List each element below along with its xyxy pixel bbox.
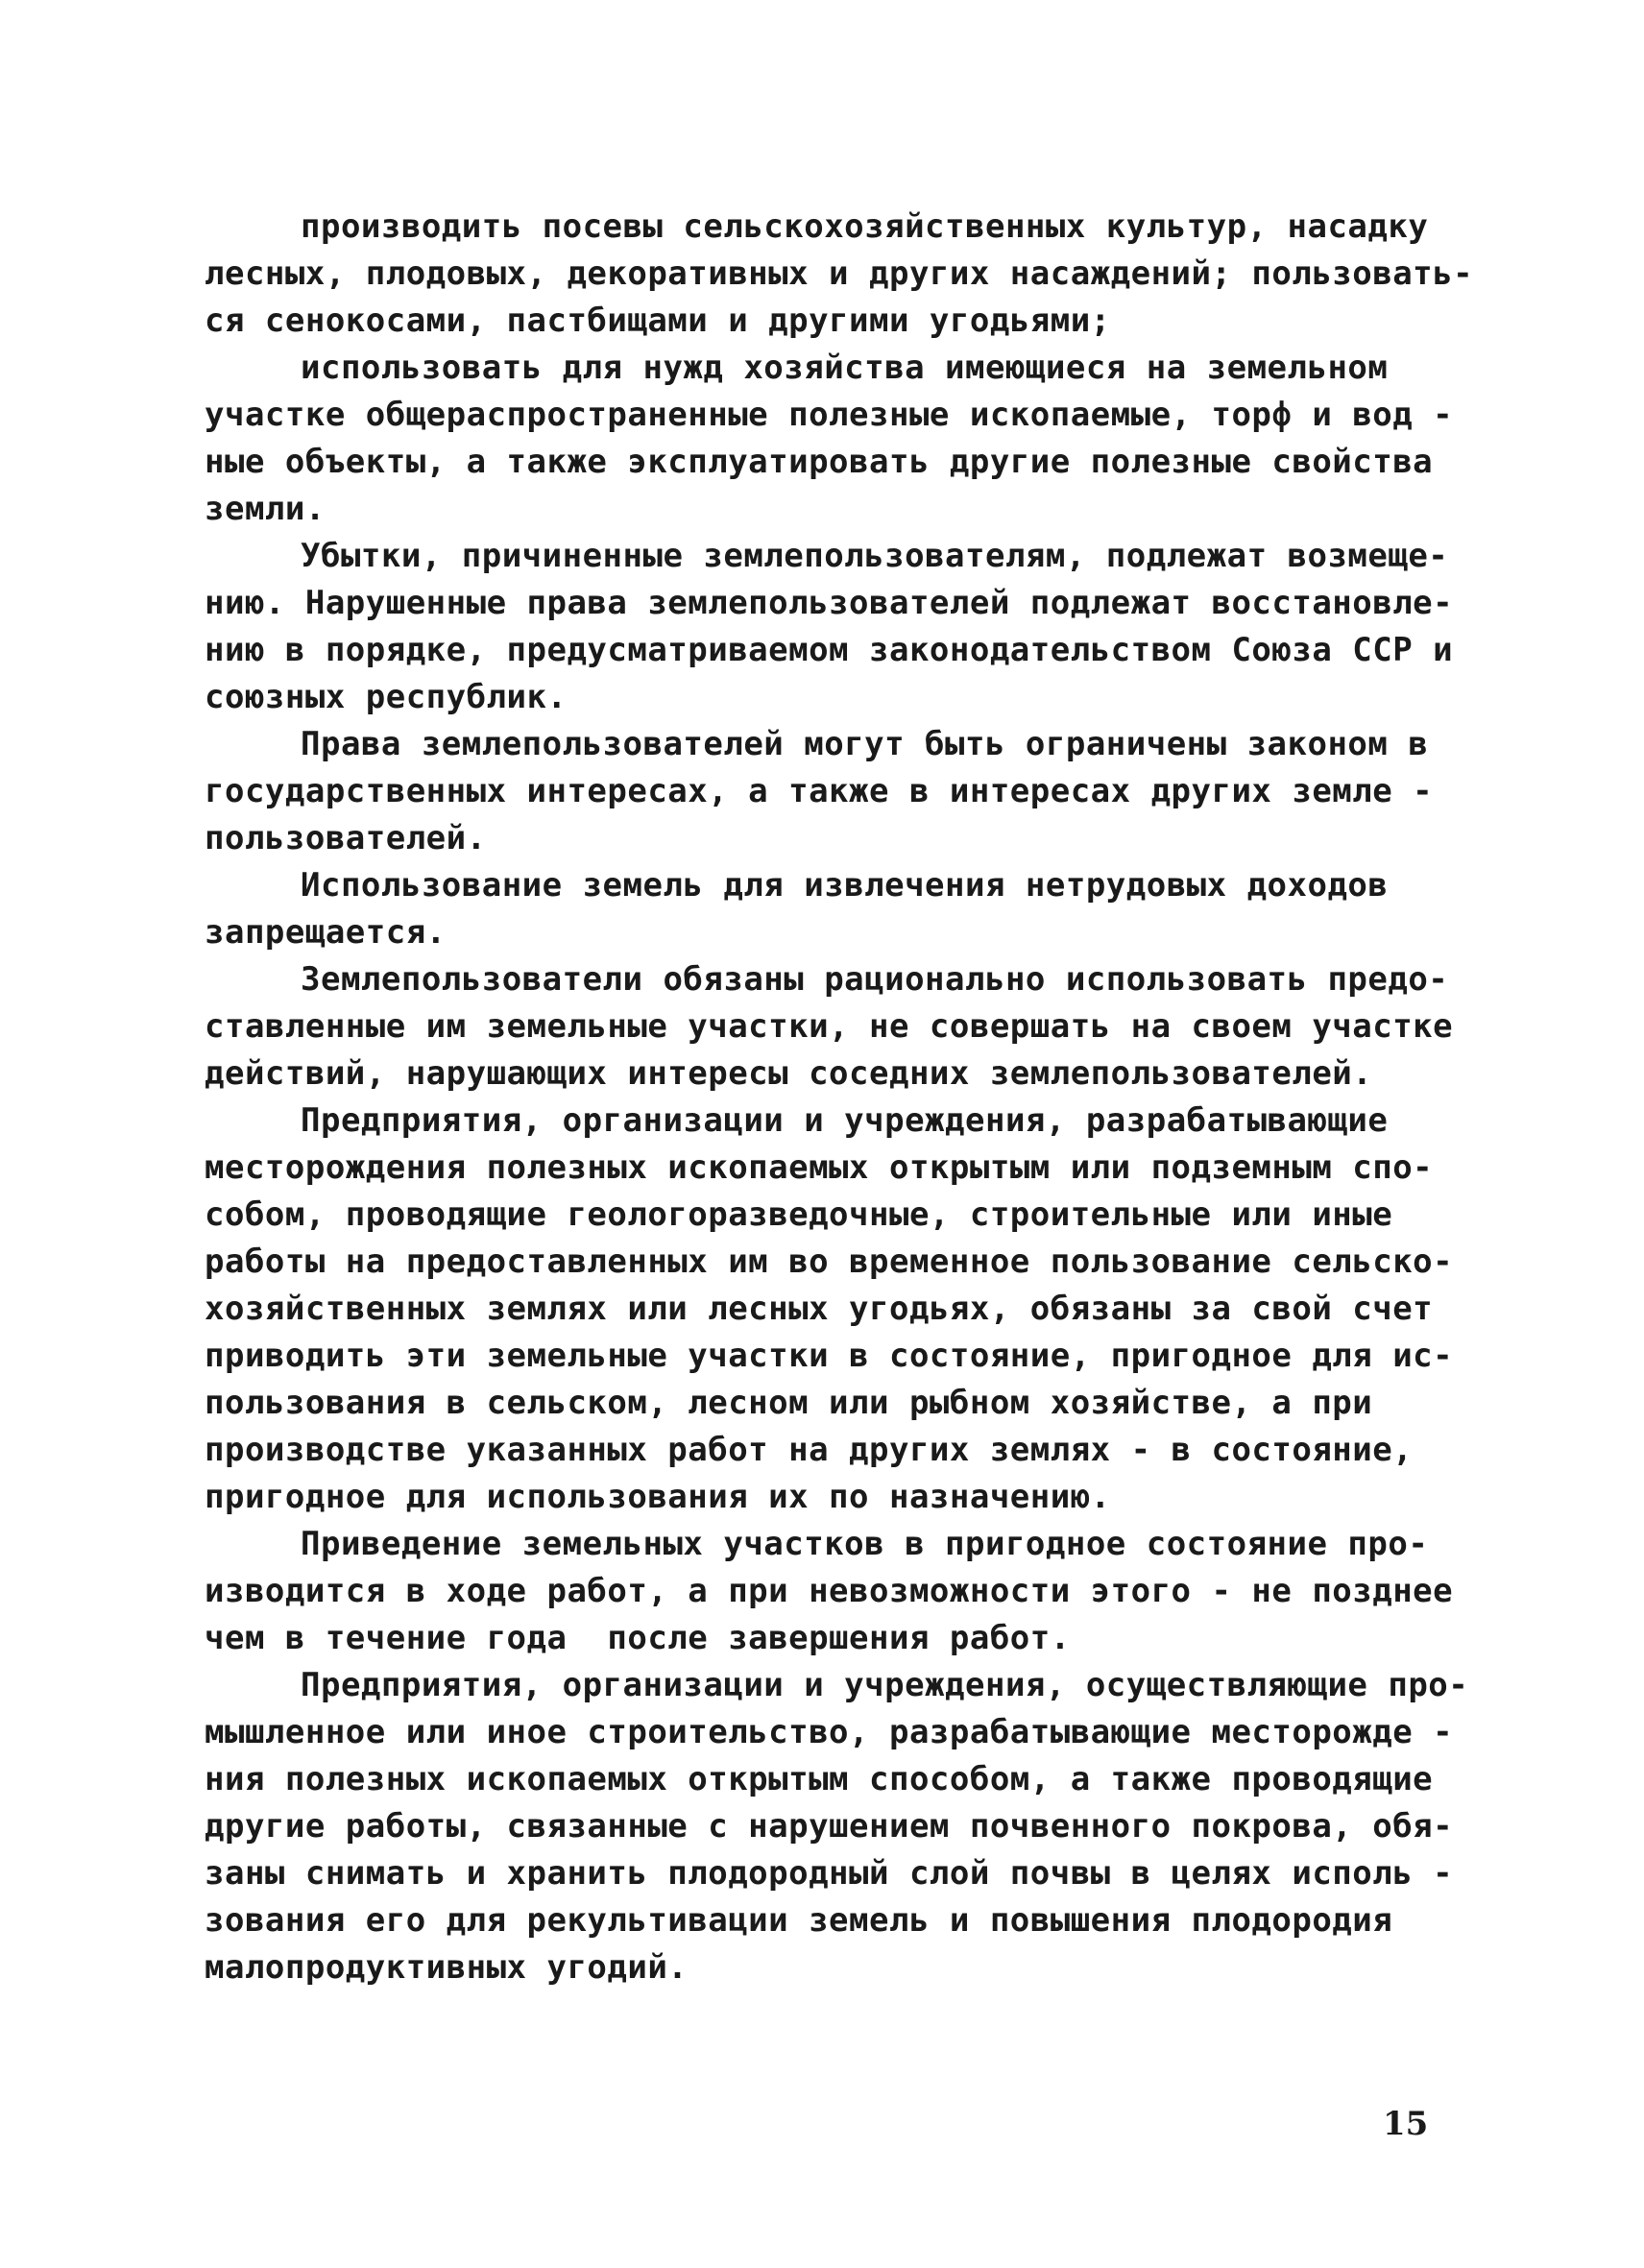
text-line: Землепользователи обязаны рационально использовать предо- xyxy=(301,960,1449,999)
text-line: заны снимать и хранить плодородный слой почвы в целях исполь - xyxy=(205,1854,1454,1893)
text-line: зования его для рекультивации земель и повышения плодородия xyxy=(205,1901,1393,1940)
text-line: участке общераспространенные полезные ископаемые, торф и вод - xyxy=(205,396,1454,434)
text-line: использовать для нужд хозяйства имеющиеся на земельном xyxy=(301,349,1389,387)
text-line: союзных республик. xyxy=(205,678,568,716)
text-line: лесных, плодовых, декоративных и других насаждений; пользовать- xyxy=(205,254,1474,293)
text-line: нию. Нарушенные права землепользователей подлежат восстановле- xyxy=(205,584,1454,622)
text-line: государственных интересах, а также в интересах других земле - xyxy=(205,772,1434,810)
text-line: нию в порядке, предусматриваемом законодательством Союза ССР и xyxy=(205,631,1454,669)
text-line: пользования в сельском, лесном или рыбном хозяйстве, а при xyxy=(205,1384,1373,1422)
text-line: ся сенокосами, пастбищами и другими угодьями; xyxy=(205,302,1111,340)
text-line: ные объекты, а также эксплуатировать другие полезные свойства xyxy=(205,443,1434,481)
body-text xyxy=(205,204,1474,1991)
text-line: Использование земель для извлечения нетрудовых доходов xyxy=(301,866,1389,905)
page-number: 15 xyxy=(1383,2105,1429,2143)
text-line: Предприятия, организации и учреждения, разрабатывающие xyxy=(301,1101,1389,1140)
text-line: малопродуктивных угодий. xyxy=(205,1948,689,1987)
text-line: действий, нарушающих интересы соседних землепользователей. xyxy=(205,1054,1373,1093)
text-line: производить посевы сельскохозяйственных культур, насадку xyxy=(301,207,1429,246)
text-line: пользователей. xyxy=(205,819,487,857)
text-line: приводить эти земельные участки в состояние, пригодное для ис- xyxy=(205,1337,1454,1375)
text-line: Убытки, причиненные землепользователям, подлежат возмеще- xyxy=(301,537,1449,575)
text-line: Предприятия, организации и учреждения, осуществляющие про- xyxy=(301,1666,1469,1704)
text-line: изводится в ходе работ, а при невозможности этого - не позднее xyxy=(205,1572,1454,1610)
text-line: другие работы, связанные с нарушением почвенного покрова, обя- xyxy=(205,1807,1454,1846)
text-line: хозяйственных землях или лесных угодьях, обязаны за свой счет xyxy=(205,1290,1434,1328)
text-line: Приведение земельных участков в пригодное состояние про- xyxy=(301,1525,1429,1563)
text-line: ния полезных ископаемых открытым способом, а также проводящие xyxy=(205,1760,1434,1798)
text-line: земли. xyxy=(205,490,326,528)
text-line: чем в течение года после завершения работ. xyxy=(205,1619,1071,1657)
text-line: пригодное для использования их по назначению. xyxy=(205,1478,1111,1516)
text-line: месторождения полезных ископаемых открытым или подземным спо- xyxy=(205,1148,1434,1187)
text-line: Права землепользователей могут быть ограничены законом в xyxy=(301,725,1429,763)
text-line: ставленные им земельные участки, не совершать на своем участке xyxy=(205,1007,1454,1046)
text-line: запрещается. xyxy=(205,913,447,952)
text-line: мышленное или иное строительство, разрабатывающие месторожде - xyxy=(205,1713,1454,1751)
text-line: работы на предоставленных им во временное пользование сельско- xyxy=(205,1243,1454,1281)
text-line: производстве указанных работ на других землях - в состояние, xyxy=(205,1431,1414,1469)
text-line: собом, проводящие геологоразведочные, строительные или иные xyxy=(205,1195,1393,1234)
